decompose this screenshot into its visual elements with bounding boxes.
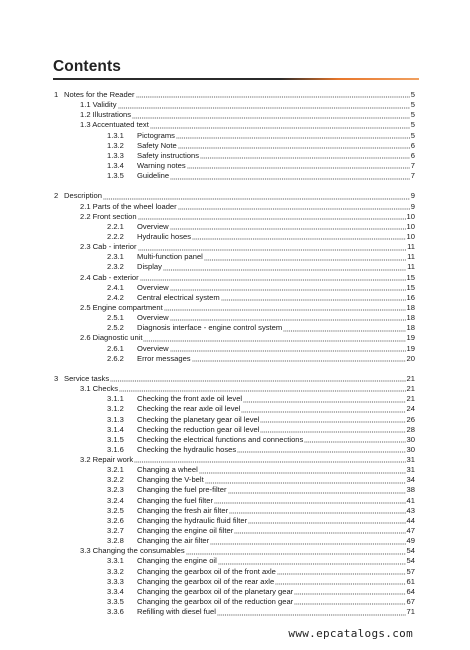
toc-entry-label: 1.1 Validity (80, 100, 117, 110)
toc-entry-label: Diagnosis interface - engine control system (137, 323, 283, 333)
toc-leader-dots (228, 485, 406, 494)
toc-entry-number: 3.2.7 (107, 526, 124, 536)
toc-entry-page: 6 (410, 140, 415, 150)
toc-entry-page: 9 (410, 191, 415, 201)
toc-entry-number: 2.2.2 (107, 231, 124, 241)
toc-entry-label: 1.3 Accentuated text (80, 120, 149, 130)
title-rule (53, 78, 419, 80)
toc-entry[interactable] (0, 141, 470, 151)
toc-entry[interactable] (0, 577, 470, 587)
section-spacer (0, 181, 470, 191)
toc-entry-number: 2.6.1 (107, 343, 124, 353)
toc-leader-dots (237, 445, 405, 454)
toc-entry-page: 44 (406, 515, 415, 525)
toc-leader-dots (110, 374, 405, 383)
toc-entry-page: 10 (406, 231, 415, 241)
toc-entry-number: 2.4.2 (107, 292, 124, 302)
toc-entry-number: 3.2.6 (107, 515, 124, 525)
toc-entry-label: 3.2 Repair work (80, 455, 134, 465)
toc-entry[interactable] (0, 496, 470, 506)
toc-entry-page: 34 (406, 475, 415, 485)
toc-leader-dots (248, 516, 405, 525)
toc-entry[interactable] (0, 384, 470, 394)
toc-entry-number: 3 (54, 373, 59, 383)
toc-entry-label: 2.2 Front section (80, 211, 137, 221)
toc-entry-number: 2 (54, 191, 59, 201)
toc-entry[interactable] (0, 374, 470, 384)
toc-entry-label: Changing a wheel (137, 465, 198, 475)
toc-entry[interactable] (0, 313, 470, 323)
toc-entry-number: 1 (54, 90, 59, 99)
toc-entry[interactable] (0, 161, 470, 171)
toc-entry-page: 11 (407, 242, 415, 252)
toc-entry-page: 38 (406, 485, 415, 495)
toc-leader-dots (218, 556, 406, 565)
toc-entry-label: Checking the electrical functions and connections (137, 434, 304, 444)
toc-entry-label: Changing the engine oil filter (137, 526, 234, 536)
toc-entry[interactable] (0, 475, 470, 485)
toc-leader-dots (164, 303, 406, 312)
toc-leader-dots (170, 344, 406, 353)
toc-entry[interactable] (0, 526, 470, 536)
toc-entry-label: Changing the air filter (137, 536, 210, 546)
toc-entry-label: Checking the planetary gear oil level (137, 414, 260, 424)
toc-entry[interactable] (0, 404, 470, 414)
toc-entry-label: 3.3 Changing the consumables (80, 546, 185, 556)
toc-entry-label: 2.3 Cab - interior (80, 242, 137, 252)
toc-entry-label: Changing the engine oil (137, 556, 217, 566)
toc-leader-dots (277, 567, 406, 576)
toc-entry-page: 31 (406, 465, 415, 475)
toc-entry-number: 1.3.2 (107, 140, 124, 150)
toc-entry-number: 1.3.5 (107, 171, 124, 181)
toc-entry[interactable] (0, 415, 470, 425)
toc-entry-number: 1.3.3 (107, 150, 124, 160)
toc-entry-page: 15 (406, 282, 415, 292)
toc-entry-page: 9 (410, 201, 415, 211)
toc-entry[interactable] (0, 242, 470, 252)
toc-entry-page: 16 (406, 292, 415, 302)
toc-entry[interactable] (0, 232, 470, 242)
toc-entry-page: 7 (410, 160, 415, 170)
toc-entry-page: 21 (406, 394, 415, 404)
toc-entry-label: Changing the gearbox oil of the planetary gear (137, 586, 294, 596)
toc-entry-number: 3.3.2 (107, 566, 124, 576)
toc-entry-page: 71 (406, 607, 415, 617)
toc-entry-page: 21 (406, 373, 415, 383)
toc-entry-page: 64 (406, 586, 415, 596)
toc-entry-label: Changing the hydraulic fluid filter (137, 515, 248, 525)
toc-entry[interactable] (0, 212, 470, 222)
toc-entry-label: Checking the front axle oil level (137, 394, 243, 404)
toc-leader-dots (283, 323, 405, 332)
toc-entry-label: Overview (137, 282, 169, 292)
toc-entry[interactable] (0, 283, 470, 293)
toc-entry-number: 3.1.6 (107, 444, 124, 454)
toc-entry-label: 1.2 Illustrations (80, 110, 132, 120)
toc-entry-label: 2.1 Parts of the wheel loader (80, 201, 177, 211)
toc-entry-page: 10 (406, 221, 415, 231)
toc-entry[interactable] (0, 546, 470, 556)
toc-entry-number: 2.2.1 (107, 221, 124, 231)
toc-entry-page: 19 (406, 343, 415, 353)
toc-leader-dots (150, 120, 410, 129)
toc-entry-page: 5 (410, 110, 415, 120)
toc-entry[interactable] (0, 536, 470, 546)
toc-leader-dots (192, 354, 406, 363)
toc-leader-dots (118, 100, 410, 109)
toc-entry-number: 2.5.1 (107, 313, 124, 323)
toc-entry-label: Changing the gearbox oil of the reduction gear (137, 597, 294, 607)
toc-entry-page: 31 (406, 455, 415, 465)
toc-leader-dots (210, 536, 405, 545)
toc-entry-number: 3.1.1 (107, 394, 124, 404)
toc-leader-dots (204, 252, 406, 261)
toc-entry-number: 3.3.5 (107, 597, 124, 607)
toc-leader-dots (138, 242, 407, 251)
toc-leader-dots (178, 141, 410, 150)
toc-entry[interactable] (0, 323, 470, 333)
toc-entry-label: Overview (137, 313, 169, 323)
toc-entry[interactable] (0, 131, 470, 141)
toc-leader-dots (134, 455, 405, 464)
toc-leader-dots (294, 597, 405, 606)
toc-entry-page: 11 (407, 252, 415, 262)
toc-leader-dots (187, 161, 410, 170)
toc-entry-label: Central electrical system (137, 292, 220, 302)
toc-entry[interactable] (0, 262, 470, 272)
toc-entry-page: 11 (407, 262, 415, 272)
toc-leader-dots (136, 90, 410, 99)
toc-leader-dots (260, 425, 405, 434)
toc-entry[interactable] (0, 506, 470, 516)
toc-leader-dots (170, 313, 406, 322)
toc-entry-label: Multi-function panel (137, 252, 203, 262)
toc-entry[interactable] (0, 151, 470, 161)
toc-entry-label: Guideline (137, 171, 170, 181)
toc-entry-page: 30 (406, 444, 415, 454)
toc-leader-dots (170, 222, 406, 231)
toc-entry-label: Description (64, 191, 102, 201)
toc-entry-label: Refilling with diesel fuel (137, 607, 216, 617)
toc-entry-page: 54 (406, 556, 415, 566)
toc-entry-label: Safety instructions (137, 150, 200, 160)
toc-entry-label: 2.6 Diagnostic unit (80, 333, 143, 343)
toc-entry-number: 1.3.4 (107, 160, 124, 170)
toc-entry[interactable] (0, 455, 470, 465)
toc-entry[interactable] (0, 171, 470, 181)
toc-leader-dots (119, 384, 406, 393)
toc-entry-page: 10 (406, 211, 415, 221)
toc-entry-page: 5 (410, 120, 415, 130)
toc-entry-number: 3.2.5 (107, 505, 124, 515)
toc-entry-number: 3.1.5 (107, 434, 124, 444)
toc-entry-label: Overview (137, 343, 169, 353)
toc-entry-label: Notes for the Reader (64, 90, 135, 99)
toc-entry[interactable] (0, 252, 470, 262)
toc-entry-page: 57 (406, 566, 415, 576)
toc-entry[interactable] (0, 597, 470, 607)
toc-entry-page: 54 (406, 546, 415, 556)
toc-leader-dots (294, 587, 405, 596)
toc-entry[interactable] (0, 333, 470, 343)
toc-entry-label: Hydraulic hoses (137, 231, 192, 241)
toc-entry-page: 5 (410, 130, 415, 140)
toc-entry-label: 3.1 Checks (80, 384, 118, 394)
toc-entry[interactable] (0, 100, 470, 110)
toc-entry[interactable] (0, 435, 470, 445)
toc-entry[interactable] (0, 445, 470, 455)
toc-leader-dots (214, 496, 406, 505)
toc-leader-dots (103, 191, 410, 200)
toc-leader-dots (199, 465, 406, 474)
toc-leader-dots (260, 415, 405, 424)
toc-entry[interactable] (0, 485, 470, 495)
toc-entry[interactable] (0, 273, 470, 283)
toc-entry[interactable] (0, 202, 470, 212)
toc-entry-page: 18 (406, 323, 415, 333)
toc-entry-number: 3.3.1 (107, 556, 124, 566)
toc-entry-page: 28 (406, 424, 415, 434)
toc-entry-page: 18 (406, 313, 415, 323)
toc-entry[interactable] (0, 394, 470, 404)
toc-entry[interactable] (0, 567, 470, 577)
toc-leader-dots (192, 232, 406, 241)
toc-entry-number: 2.4.1 (107, 282, 124, 292)
toc-entry-number: 3.2.8 (107, 536, 124, 546)
toc-entry-label: Error messages (137, 353, 191, 363)
toc-entry-label: Pictograms (137, 130, 175, 140)
toc-entry-label: Checking the rear axle oil level (137, 404, 241, 414)
toc-entry-number: 3.3.4 (107, 586, 124, 596)
toc-entry[interactable] (0, 425, 470, 435)
toc-leader-dots (304, 435, 405, 444)
toc-entry[interactable] (0, 191, 470, 201)
toc-entry-number: 3.2.1 (107, 465, 124, 475)
toc-entry-label: Safety Note (137, 140, 177, 150)
toc-leader-dots (178, 202, 410, 211)
toc-entry-label: 2.5 Engine compartment (80, 302, 163, 312)
toc-entry-page: 61 (406, 576, 415, 586)
toc-entry-number: 3.2.4 (107, 495, 124, 505)
toc-leader-dots (186, 546, 406, 555)
toc-entry-label: Changing the fuel pre-filter (137, 485, 227, 495)
toc-entry-page: 30 (406, 434, 415, 444)
toc-entry-label: Checking the hydraulic hoses (137, 444, 237, 454)
toc-entry-label: Overview (137, 221, 169, 231)
toc-entry[interactable] (0, 344, 470, 354)
toc-leader-dots (275, 577, 405, 586)
toc-entry-page: 7 (410, 171, 415, 181)
toc-leader-dots (170, 283, 406, 292)
toc-entry-label: Checking the reduction gear oil level (137, 424, 260, 434)
watermark: www.epcatalogs.com (288, 627, 413, 640)
toc-leader-dots (140, 273, 406, 282)
toc-entry-page: 5 (410, 100, 415, 110)
page-title: Contents (53, 58, 121, 75)
toc-leader-dots (221, 293, 406, 302)
toc-entry[interactable] (0, 293, 470, 303)
toc-entry-page: 21 (406, 384, 415, 394)
toc-leader-dots (176, 131, 410, 140)
toc-entry-page: 18 (406, 302, 415, 312)
toc-leader-dots (163, 262, 406, 271)
toc-entry[interactable] (0, 120, 470, 130)
toc-entry-page: 19 (406, 333, 415, 343)
toc-entry[interactable] (0, 607, 470, 617)
toc-leader-dots (138, 212, 406, 221)
table-of-contents (0, 90, 470, 617)
toc-leader-dots (143, 333, 405, 342)
toc-entry-page: 67 (406, 597, 415, 607)
toc-entry-number: 1.3.1 (107, 130, 124, 140)
toc-leader-dots (241, 404, 405, 413)
toc-entry[interactable] (0, 110, 470, 120)
toc-entry-page: 15 (406, 272, 415, 282)
section-spacer (0, 364, 470, 374)
toc-entry-page: 6 (410, 150, 415, 160)
toc-entry-number: 3.3.6 (107, 607, 124, 617)
toc-leader-dots (234, 526, 405, 535)
toc-entry-page: 26 (406, 414, 415, 424)
toc-entry-label: Warning notes (137, 160, 186, 170)
toc-entry[interactable] (0, 465, 470, 475)
toc-entry-label: Changing the gearbox oil of the front axle (137, 566, 276, 576)
toc-leader-dots (200, 151, 410, 160)
toc-entry-label: Changing the fresh air filter (137, 505, 229, 515)
toc-leader-dots (205, 475, 406, 484)
toc-entry[interactable] (0, 90, 470, 100)
toc-entry[interactable] (0, 516, 470, 526)
toc-entry-number: 3.2.2 (107, 475, 124, 485)
toc-entry-label: Service tasks (64, 373, 110, 383)
toc-entry-number: 3.1.3 (107, 414, 124, 424)
toc-entry-page: 24 (406, 404, 415, 414)
toc-entry-number: 2.6.2 (107, 353, 124, 363)
toc-entry-number: 2.3.1 (107, 252, 124, 262)
toc-entry-page: 20 (406, 353, 415, 363)
toc-entry-label: Changing the V-belt (137, 475, 204, 485)
toc-leader-dots (217, 607, 406, 616)
toc-entry-number: 3.3.3 (107, 576, 124, 586)
toc-entry-page: 47 (406, 526, 415, 536)
toc-leader-dots (243, 394, 405, 403)
toc-entry-label: Changing the gearbox oil of the rear axle (137, 576, 275, 586)
toc-entry-number: 3.1.2 (107, 404, 124, 414)
toc-entry-page: 5 (410, 90, 415, 99)
toc-entry[interactable] (0, 587, 470, 597)
toc-entry-label: 2.4 Cab - exterior (80, 272, 139, 282)
toc-leader-dots (229, 506, 405, 515)
toc-entry-label: Display (137, 262, 162, 272)
toc-leader-dots (170, 171, 410, 180)
toc-entry-page: 43 (406, 505, 415, 515)
toc-entry-page: 41 (406, 495, 415, 505)
toc-entry-number: 2.3.2 (107, 262, 124, 272)
toc-entry-page: 49 (406, 536, 415, 546)
toc-leader-dots (132, 110, 410, 119)
toc-entry[interactable] (0, 222, 470, 232)
toc-entry[interactable] (0, 354, 470, 364)
toc-entry-number: 3.2.3 (107, 485, 124, 495)
toc-entry[interactable] (0, 303, 470, 313)
toc-entry-number: 2.5.2 (107, 323, 124, 333)
toc-entry-label: Changing the fuel filter (137, 495, 213, 505)
toc-entry-number: 3.1.4 (107, 424, 124, 434)
toc-entry[interactable] (0, 556, 470, 566)
